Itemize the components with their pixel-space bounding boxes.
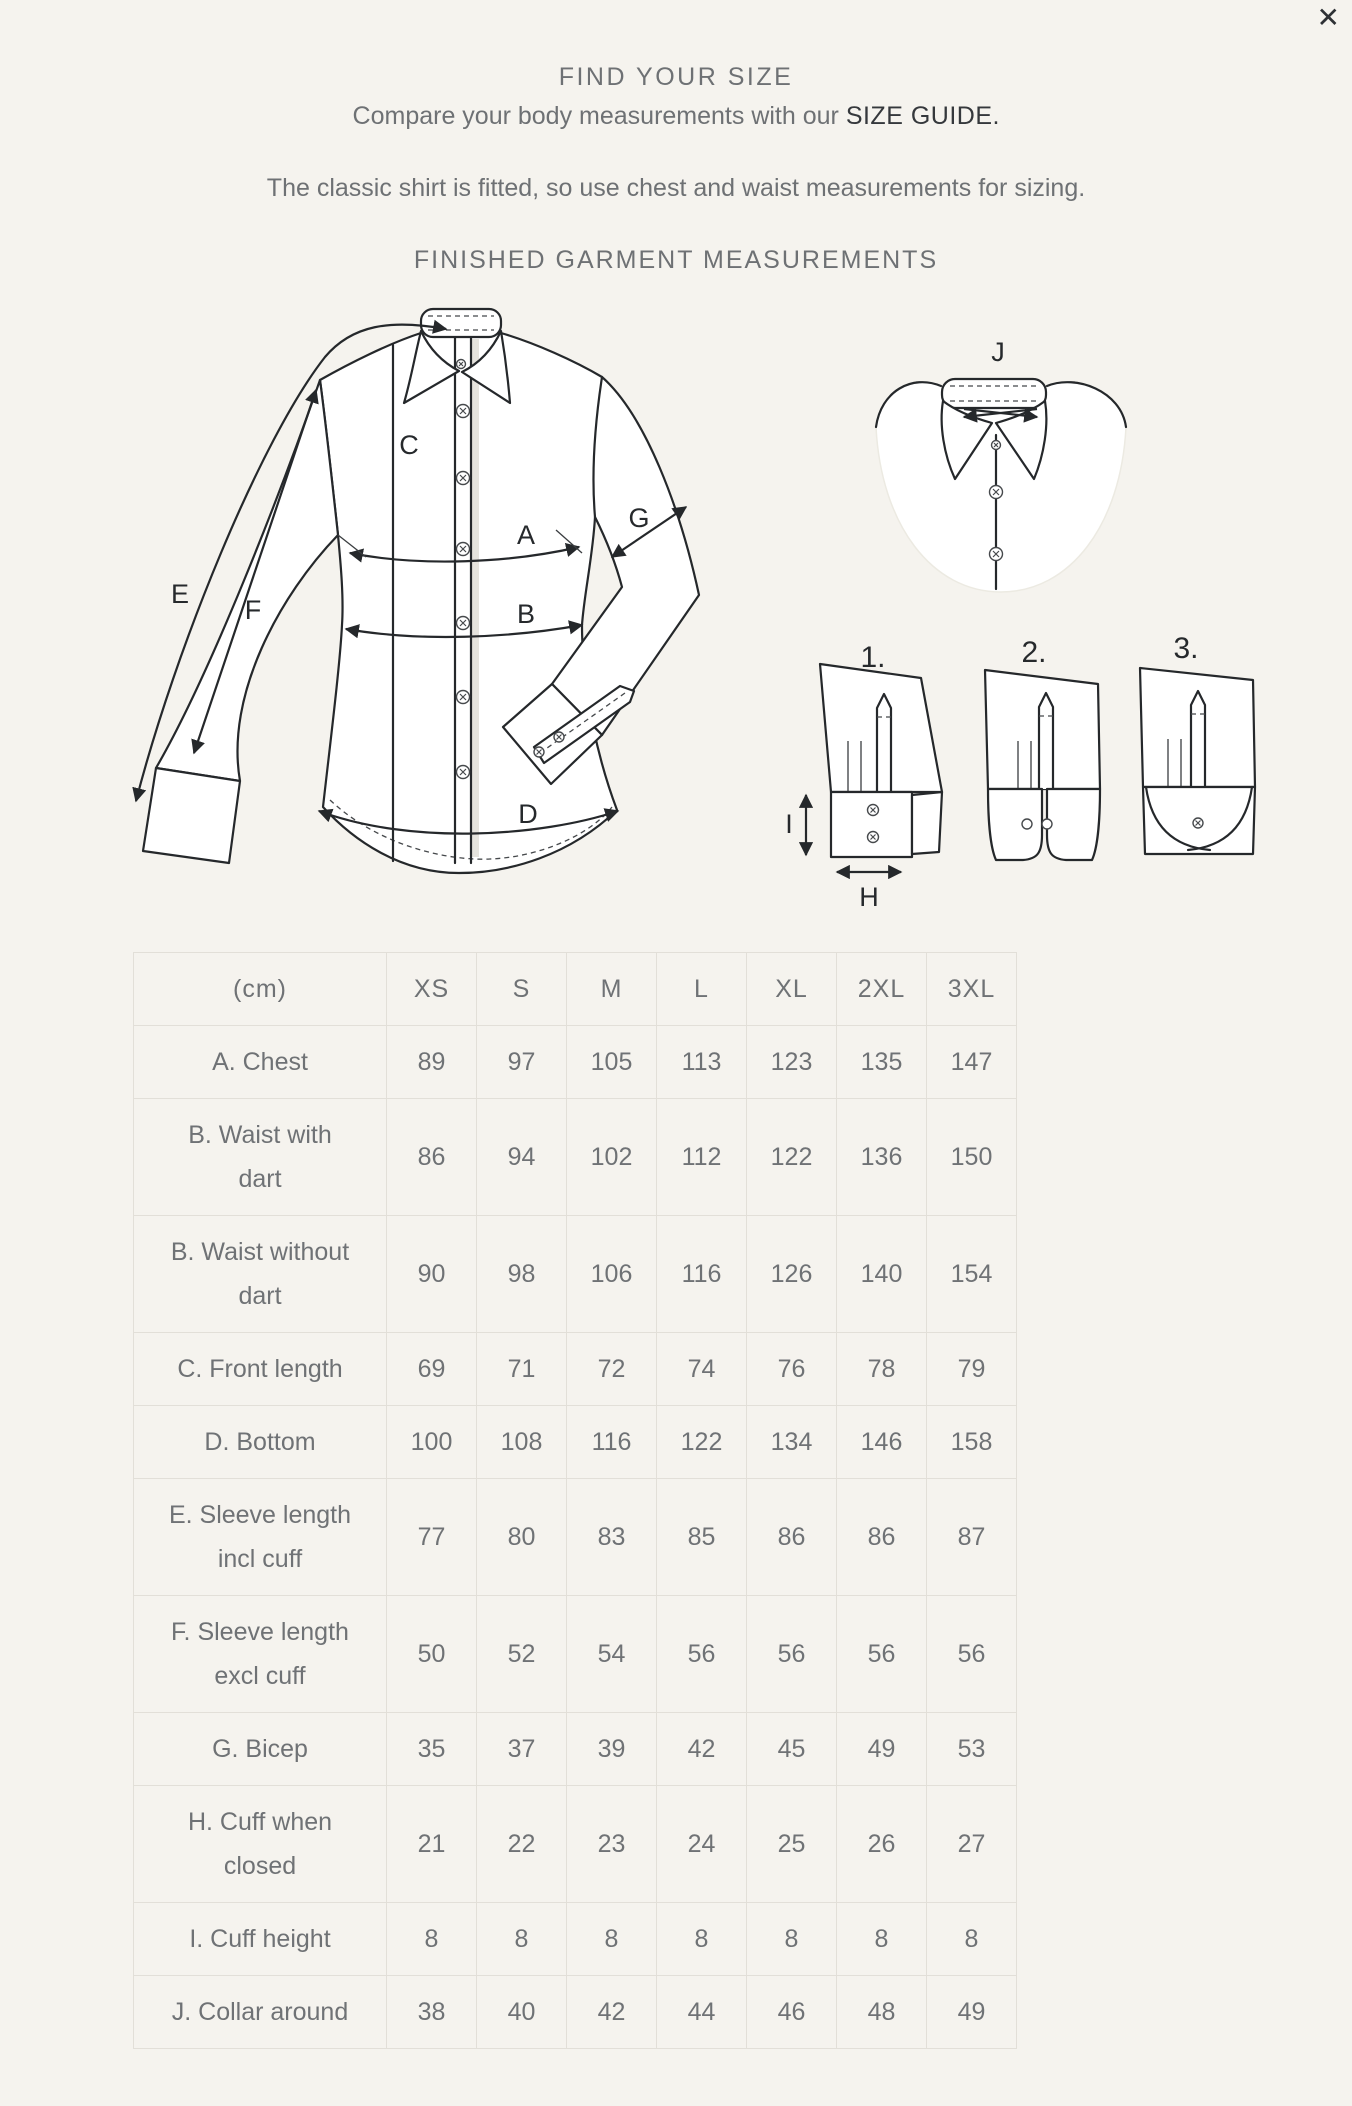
cell-value: 94	[477, 1099, 567, 1216]
size-header-3xl: 3XL	[927, 953, 1017, 1026]
label-d: D	[518, 799, 538, 829]
shirt-front-drawing	[136, 309, 699, 873]
page-title: FIND YOUR SIZE	[558, 63, 794, 91]
row-label: J. Collar around	[134, 1976, 387, 2049]
cell-value: 24	[657, 1786, 747, 1903]
cell-value: 69	[387, 1333, 477, 1406]
cell-value: 8	[567, 1903, 657, 1976]
cell-value: 134	[747, 1406, 837, 1479]
cell-value: 45	[747, 1713, 837, 1786]
cell-value: 80	[477, 1479, 567, 1596]
cuff-style-1-drawing	[785, 641, 942, 912]
cell-value: 122	[657, 1406, 747, 1479]
label-j: J	[991, 337, 1005, 367]
label-i: I	[785, 809, 793, 839]
table-row	[134, 1976, 1017, 2049]
cell-value: 78	[837, 1333, 927, 1406]
cell-value: 44	[657, 1976, 747, 2049]
cell-value: 25	[747, 1786, 837, 1903]
cell-value: 56	[657, 1596, 747, 1713]
cell-value: 112	[657, 1099, 747, 1216]
cell-value: 74	[657, 1333, 747, 1406]
table-row	[134, 1786, 1017, 1903]
cell-value: 105	[567, 1026, 657, 1099]
size-header-xl: XL	[747, 953, 837, 1026]
subtitle-period: .	[992, 102, 1000, 130]
cell-value: 22	[477, 1786, 567, 1903]
cell-value: 147	[927, 1026, 1017, 1099]
section-title: FINISHED GARMENT MEASUREMENTS	[413, 246, 939, 274]
row-label: B. Waist without dart	[134, 1216, 387, 1333]
row-label: F. Sleeve length excl cuff	[134, 1596, 387, 1713]
table-row	[134, 1479, 1017, 1596]
size-header-m: M	[567, 953, 657, 1026]
cell-value: 123	[747, 1026, 837, 1099]
cell-value: 77	[387, 1479, 477, 1596]
cell-value: 89	[387, 1026, 477, 1099]
cell-value: 48	[837, 1976, 927, 2049]
subtitle	[0, 102, 1352, 131]
cell-value: 86	[387, 1099, 477, 1216]
label-h: H	[859, 882, 879, 912]
cuff-style-3-drawing	[1140, 632, 1255, 854]
cell-value: 54	[567, 1596, 657, 1713]
cell-value: 8	[747, 1903, 837, 1976]
table-row	[134, 1596, 1017, 1713]
cell-value: 76	[747, 1333, 837, 1406]
cell-value: 79	[927, 1333, 1017, 1406]
cell-value: 35	[387, 1713, 477, 1786]
row-label: G. Bicep	[134, 1713, 387, 1786]
fit-note: The classic shirt is fitted, so use chest and waist measurements for sizing.	[266, 174, 1086, 202]
garment-diagram	[90, 295, 1270, 915]
cell-value: 146	[837, 1406, 927, 1479]
subtitle-text: Compare your body measurements with our	[352, 102, 846, 130]
cell-value: 154	[927, 1216, 1017, 1333]
table-row	[134, 1333, 1017, 1406]
row-label: A. Chest	[134, 1026, 387, 1099]
row-label: I. Cuff height	[134, 1903, 387, 1976]
cell-value: 46	[747, 1976, 837, 2049]
label-c: C	[399, 430, 419, 460]
size-header-l: L	[657, 953, 747, 1026]
cell-value: 98	[477, 1216, 567, 1333]
row-label: D. Bottom	[134, 1406, 387, 1479]
cuff3-number: 3.	[1173, 632, 1199, 665]
row-label: E. Sleeve length incl cuff	[134, 1479, 387, 1596]
table-row	[134, 1099, 1017, 1216]
table-row	[134, 1406, 1017, 1479]
cell-value: 21	[387, 1786, 477, 1903]
unit-header: (cm)	[134, 953, 387, 1026]
cell-value: 8	[837, 1903, 927, 1976]
cell-value: 102	[567, 1099, 657, 1216]
cell-value: 40	[477, 1976, 567, 2049]
cell-value: 122	[747, 1099, 837, 1216]
label-b: B	[516, 599, 536, 629]
label-f: F	[244, 595, 262, 625]
cell-value: 140	[837, 1216, 927, 1333]
cell-value: 150	[927, 1099, 1017, 1216]
row-label: H. Cuff when closed	[134, 1786, 387, 1903]
cell-value: 72	[567, 1333, 657, 1406]
cell-value: 126	[747, 1216, 837, 1333]
size-header-2xl: 2XL	[837, 953, 927, 1026]
cell-value: 8	[477, 1903, 567, 1976]
cell-value: 56	[747, 1596, 837, 1713]
label-a: A	[516, 520, 536, 550]
size-table-body	[134, 1026, 1017, 2049]
row-label: C. Front length	[134, 1333, 387, 1406]
cuff-style-2-drawing	[985, 636, 1100, 860]
collar-detail-drawing	[876, 337, 1126, 592]
cell-value: 56	[927, 1596, 1017, 1713]
cell-value: 85	[657, 1479, 747, 1596]
cuff2-number: 2.	[1021, 636, 1047, 669]
cell-value: 39	[567, 1713, 657, 1786]
size-header-s: S	[477, 953, 567, 1026]
label-g: G	[628, 503, 650, 533]
cuff1-number: 1.	[860, 641, 886, 674]
size-header-xs: XS	[387, 953, 477, 1026]
cell-value: 38	[387, 1976, 477, 2049]
row-label: B. Waist with dart	[134, 1099, 387, 1216]
close-button[interactable]: ✕	[1313, 0, 1344, 36]
cell-value: 100	[387, 1406, 477, 1479]
cell-value: 53	[927, 1713, 1017, 1786]
cell-value: 90	[387, 1216, 477, 1333]
cell-value: 136	[837, 1099, 927, 1216]
cell-value: 50	[387, 1596, 477, 1713]
cell-value: 52	[477, 1596, 567, 1713]
table-row	[134, 1216, 1017, 1333]
size-table	[133, 952, 1017, 2049]
cell-value: 158	[927, 1406, 1017, 1479]
cell-value: 56	[837, 1596, 927, 1713]
cell-value: 37	[477, 1713, 567, 1786]
cell-value: 42	[567, 1976, 657, 2049]
table-row	[134, 1903, 1017, 1976]
cell-value: 97	[477, 1026, 567, 1099]
table-row	[134, 1713, 1017, 1786]
cell-value: 87	[927, 1479, 1017, 1596]
cell-value: 8	[387, 1903, 477, 1976]
cell-value: 108	[477, 1406, 567, 1479]
cell-value: 116	[657, 1216, 747, 1333]
table-header-row	[134, 953, 1017, 1026]
cell-value: 113	[657, 1026, 747, 1099]
cell-value: 86	[837, 1479, 927, 1596]
size-guide-link[interactable]: SIZE GUIDE	[845, 102, 993, 130]
cell-value: 49	[837, 1713, 927, 1786]
cell-value: 8	[927, 1903, 1017, 1976]
cell-value: 86	[747, 1479, 837, 1596]
cell-value: 106	[567, 1216, 657, 1333]
table-row	[134, 1026, 1017, 1099]
cell-value: 27	[927, 1786, 1017, 1903]
cell-value: 23	[567, 1786, 657, 1903]
cell-value: 135	[837, 1026, 927, 1099]
cell-value: 8	[657, 1903, 747, 1976]
cell-value: 71	[477, 1333, 567, 1406]
cell-value: 49	[927, 1976, 1017, 2049]
cell-value: 26	[837, 1786, 927, 1903]
label-e: E	[170, 579, 190, 609]
cell-value: 83	[567, 1479, 657, 1596]
cell-value: 116	[567, 1406, 657, 1479]
cell-value: 42	[657, 1713, 747, 1786]
